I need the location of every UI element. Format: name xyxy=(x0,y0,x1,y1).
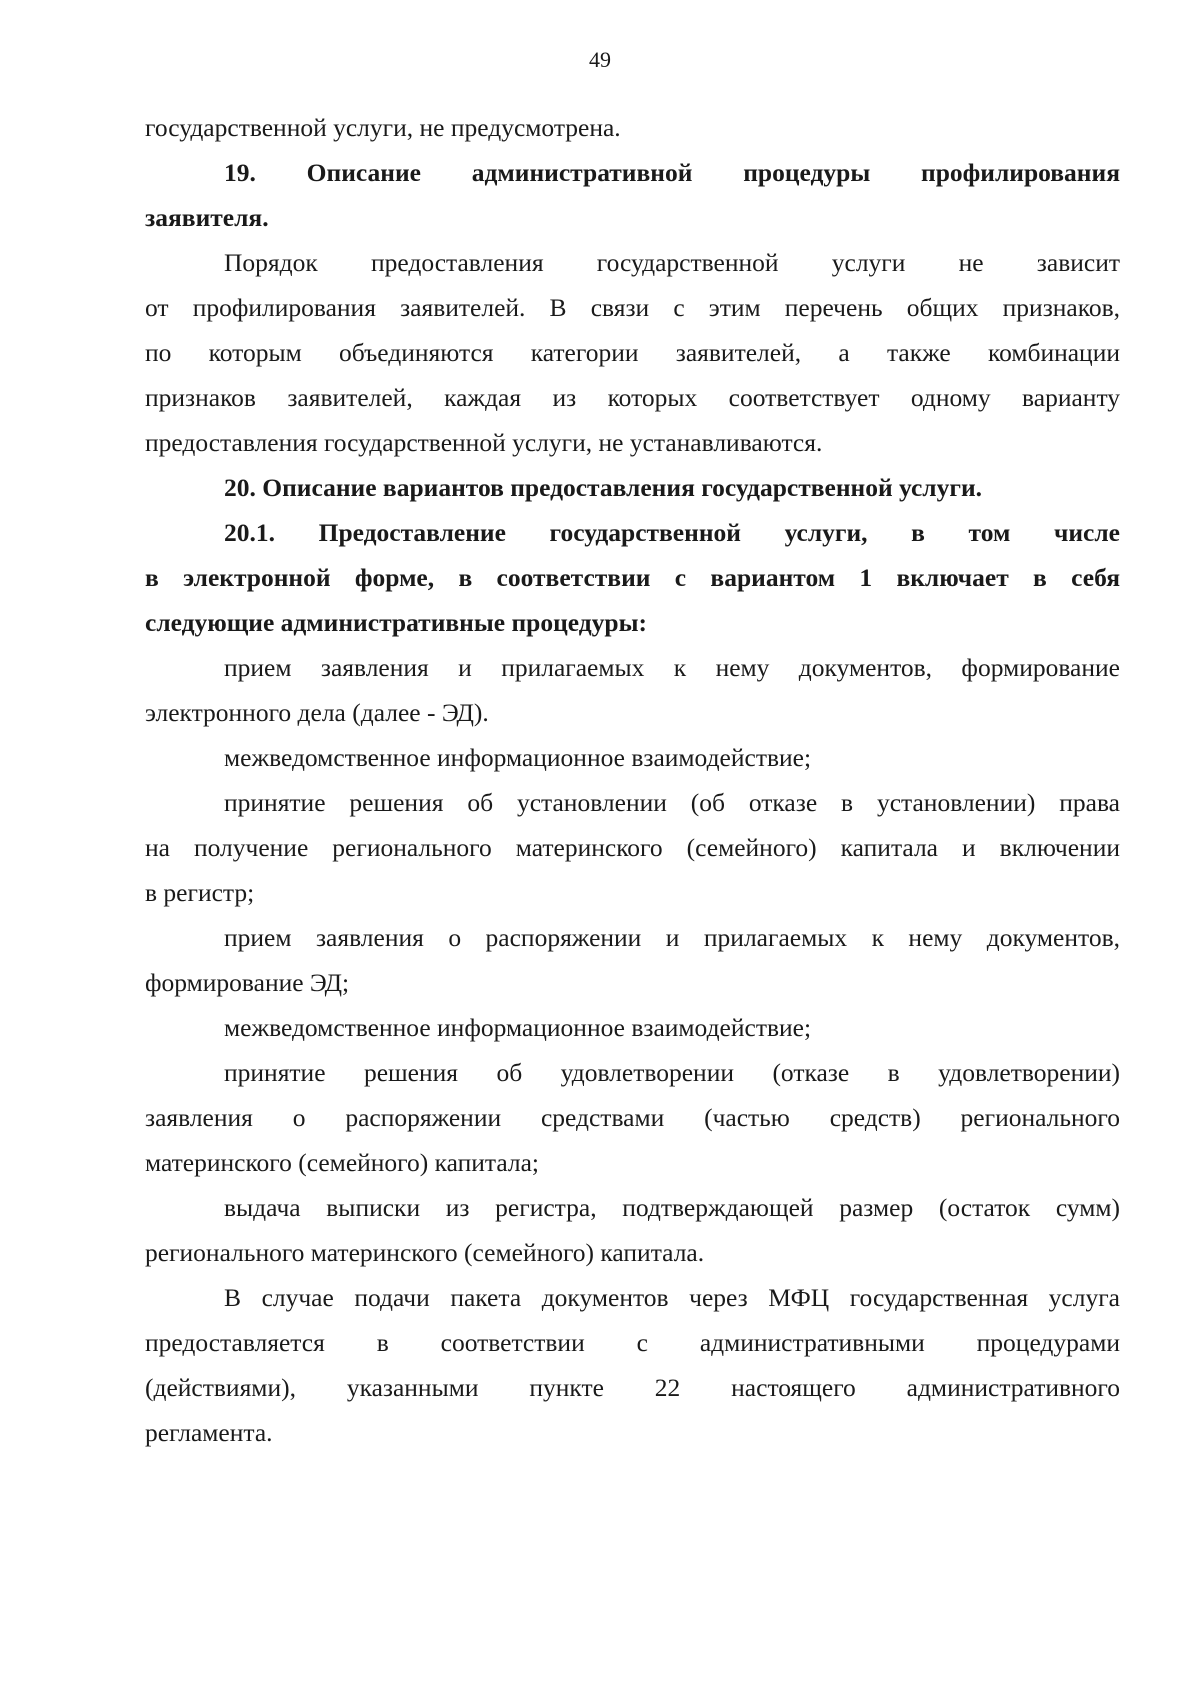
paragraph-line: принятие решения об удовлетворении (отказе в удовлетворении) xyxy=(224,1058,1120,1087)
paragraph-line: межведомственное информационное взаимодействие; xyxy=(224,743,812,772)
paragraph-line: (действиями), указанными пункте 22 настоящего административного xyxy=(145,1373,1120,1402)
paragraph-line: Порядок предоставления государственной услуги не зависит xyxy=(224,248,1120,277)
heading-line: 20.1. Предоставление государственной услуги, в том числе xyxy=(224,518,1120,547)
paragraph-line: регламента. xyxy=(145,1418,273,1447)
paragraph-line: формирование ЭД; xyxy=(145,968,350,997)
paragraph-line: на получение регионального материнского (семейного) капитала и включении xyxy=(145,833,1120,862)
paragraph-line: по которым объединяются категории заявителей, а также комбинации xyxy=(145,338,1120,367)
heading-line: 19. Описание административной процедуры профилирования xyxy=(224,158,1120,187)
paragraph-line: прием заявления о распоряжении и прилагаемых к нему документов, xyxy=(224,923,1120,952)
heading-line: в электронной форме, в соответствии с вариантом 1 включает в себя xyxy=(145,563,1120,592)
paragraph-line: выдача выписки из регистра, подтверждающей размер (остаток сумм) xyxy=(224,1193,1120,1222)
heading-line: следующие административные процедуры: xyxy=(145,608,647,637)
paragraph-line: заявления о распоряжении средствами (частью средств) регионального xyxy=(145,1103,1120,1132)
paragraph-line: государственной услуги, не предусмотрена. xyxy=(145,113,621,142)
paragraph-line: в регистр; xyxy=(145,878,255,907)
heading-line: 20. Описание вариантов предоставления государственной услуги. xyxy=(224,473,983,502)
paragraph-line: прием заявления и прилагаемых к нему документов, формирование xyxy=(224,653,1120,682)
paragraph-line: от профилирования заявителей. В связи с этим перечень общих признаков, xyxy=(145,293,1120,322)
paragraph-line: предоставления государственной услуги, не устанавливаются. xyxy=(145,428,823,457)
heading-line: заявителя. xyxy=(145,203,269,232)
paragraph-line: регионального материнского (семейного) капитала. xyxy=(145,1238,705,1267)
paragraph-line: признаков заявителей, каждая из которых соответствует одному варианту xyxy=(145,383,1120,412)
page-number: 49 xyxy=(589,47,611,72)
paragraph-line: материнского (семейного) капитала; xyxy=(145,1148,540,1177)
paragraph-line: В случае подачи пакета документов через МФЦ государственная услуга xyxy=(224,1283,1120,1312)
paragraph-line: электронного дела (далее - ЭД). xyxy=(145,698,489,727)
paragraph-line: межведомственное информационное взаимодействие; xyxy=(224,1013,812,1042)
paragraph-line: предоставляется в соответствии с административными процедурами xyxy=(145,1328,1120,1357)
paragraph-line: принятие решения об установлении (об отказе в установлении) права xyxy=(224,788,1120,817)
